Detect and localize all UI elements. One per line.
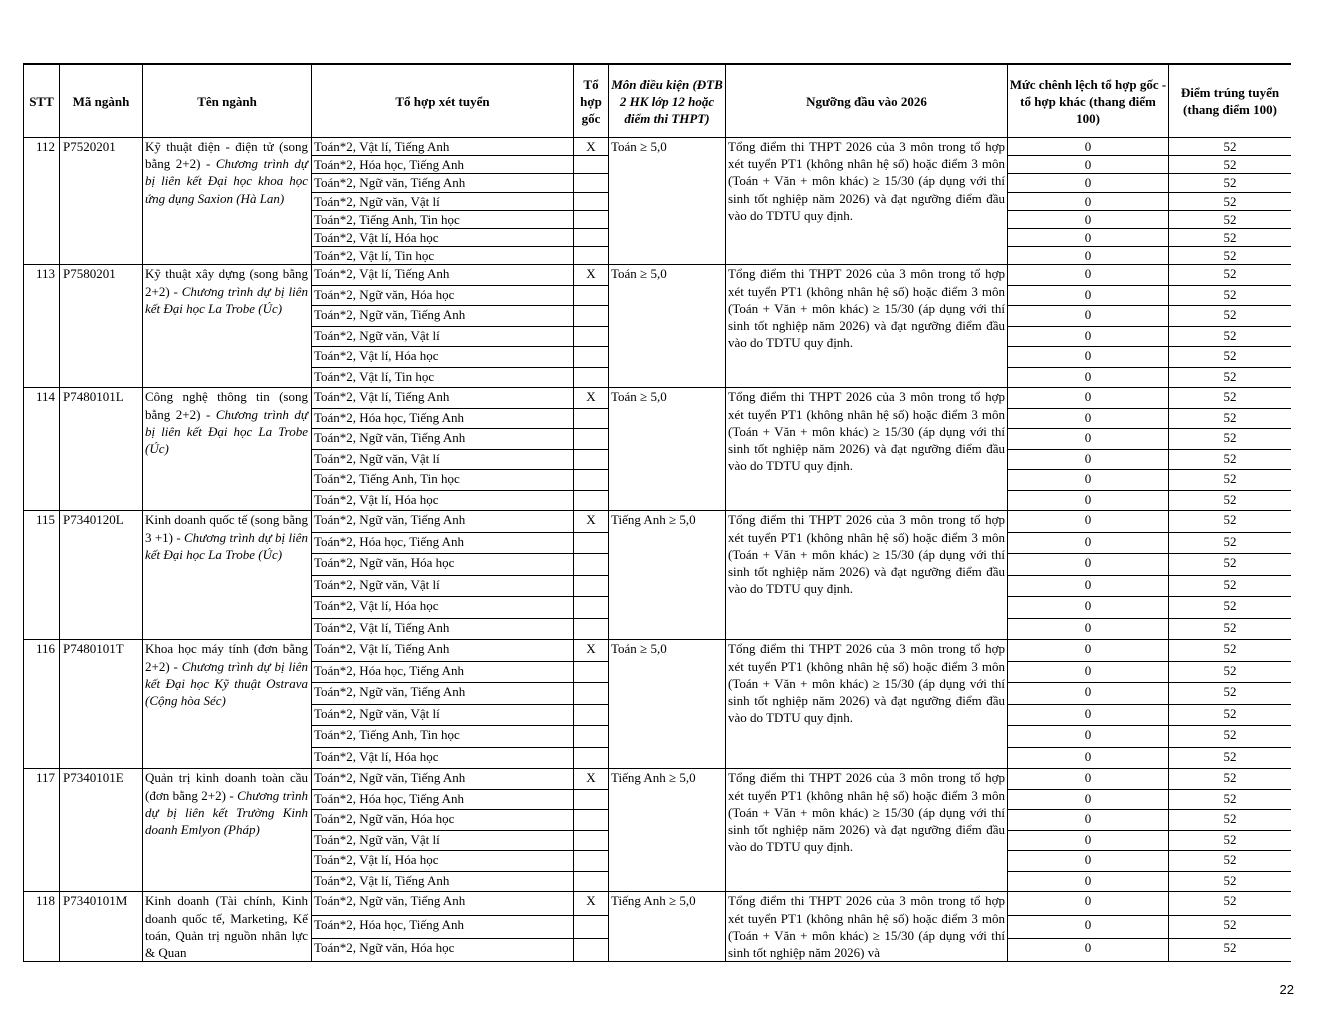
combo-cell: Toán*2, Tiếng Anh, Tin học [312,210,574,228]
diff-cell: 0 [1008,265,1169,286]
score-cell: 52 [1169,554,1292,576]
program-stt: 116 [24,640,60,769]
score-cell: 52 [1169,265,1292,286]
score-cell: 52 [1169,490,1292,511]
diff-cell: 0 [1008,938,1169,961]
program-name-plain: Kỹ thuật điện - điện tử (song bằng 2+2) - [145,139,308,172]
diff-cell: 0 [1008,532,1169,554]
combo-cell: Toán*2, Ngữ văn, Tiếng Anh [312,511,574,533]
table-row [24,388,1292,409]
combo-cell: Toán*2, Ngữ văn, Vật lí [312,575,574,597]
program-name-plain: Khoa học máy tính (đơn bằng 2+2) - [145,641,308,674]
program-stt: 114 [24,388,60,511]
condition-cell: Tiếng Anh ≥ 5,0 [609,892,726,962]
score-cell: 52 [1169,704,1292,726]
condition-cell: Tiếng Anh ≥ 5,0 [609,769,726,892]
combo-cell: Toán*2, Vật lí, Tiếng Anh [312,640,574,662]
condition-cell: Tiếng Anh ≥ 5,0 [609,511,726,640]
combo-cell: Toán*2, Vật lí, Tiếng Anh [312,618,574,640]
diff-cell: 0 [1008,747,1169,769]
combo-cell: Toán*2, Hóa học, Tiếng Anh [312,789,574,810]
diff-cell: 0 [1008,704,1169,726]
orig-empty [574,554,609,576]
score-cell: 52 [1169,470,1292,491]
orig-empty [574,704,609,726]
combo-cell: Toán*2, Vật lí, Hóa học [312,490,574,511]
diff-cell: 0 [1008,388,1169,409]
diff-cell: 0 [1008,554,1169,576]
score-cell: 52 [1169,210,1292,228]
orig-empty [574,174,609,192]
score-cell: 52 [1169,511,1292,533]
diff-cell: 0 [1008,367,1169,388]
combo-cell: Toán*2, Hóa học, Tiếng Anh [312,915,574,938]
score-cell: 52 [1169,532,1292,554]
program-code: P7520201 [60,138,143,265]
program-name [143,388,312,511]
score-cell: 52 [1169,306,1292,327]
combo-cell: Toán*2, Vật lí, Hóa học [312,347,574,368]
combo-cell: Toán*2, Ngữ văn, Vật lí [312,449,574,470]
threshold-cell: Tổng điểm thi THPT 2026 của 3 môn trong tổ hợp xét tuyển PT1 (không nhân hệ số) hoặc điểm 3 môn (Toán + Văn + môn khác) ≥ 15/30 (áp dụng với thí sinh tốt nghiệp năm 2026) và đạt ngưỡng điểm đầu vào do TDTU quy định. [726,769,1008,892]
threshold-cell: Tổng điểm thi THPT 2026 của 3 môn trong tổ hợp xét tuyển PT1 (không nhân hệ số) hoặc điểm 3 môn (Toán + Văn + môn khác) ≥ 15/30 (áp dụng với thí sinh tốt nghiệp năm 2026) và đạt ngưỡng điểm đầu vào do TDTU quy định. [726,511,1008,640]
score-cell: 52 [1169,830,1292,851]
orig-mark: X [574,640,609,662]
header-diem-trung-tuyen: Điểm trúng tuyển (thang điểm 100) [1169,64,1292,138]
score-cell: 52 [1169,229,1292,247]
condition-cell: Toán ≥ 5,0 [609,388,726,511]
combo-cell: Toán*2, Vật lí, Hóa học [312,747,574,769]
score-cell: 52 [1169,851,1292,872]
score-cell: 52 [1169,367,1292,388]
diff-cell: 0 [1008,285,1169,306]
program-name [143,138,312,265]
diff-cell: 0 [1008,871,1169,892]
orig-empty [574,408,609,429]
threshold-cell: Tổng điểm thi THPT 2026 của 3 môn trong tổ hợp xét tuyển PT1 (không nhân hệ số) hoặc điểm 3 môn (Toán + Văn + môn khác) ≥ 15/30 (áp dụng với thí sinh tốt nghiệp năm 2026) và [726,892,1008,962]
orig-empty [574,429,609,450]
score-cell: 52 [1169,618,1292,640]
score-cell: 52 [1169,247,1292,265]
combo-cell: Toán*2, Hóa học, Tiếng Anh [312,156,574,174]
program-name-italic: Chương trình dự bị liên kết Đại học La Trobe (Úc) [145,283,308,316]
orig-mark: X [574,769,609,790]
score-cell: 52 [1169,285,1292,306]
header-mon-dieu-kien [609,64,726,138]
program-name-italic: Chương trình dự bị liên kết Đại học Kỹ thuật Ostrava (Cộng hòa Séc) [145,658,308,709]
orig-empty [574,597,609,619]
program-name [143,511,312,640]
orig-empty [574,306,609,327]
combo-cell: Toán*2, Ngữ văn, Hóa học [312,810,574,831]
program-stt: 115 [24,511,60,640]
diff-cell: 0 [1008,229,1169,247]
table-body [24,138,1292,962]
score-cell: 52 [1169,789,1292,810]
orig-empty [574,747,609,769]
combo-cell: Toán*2, Tiếng Anh, Tin học [312,726,574,748]
combo-cell: Toán*2, Ngữ văn, Tiếng Anh [312,892,574,915]
program-code: P7340101M [60,892,143,962]
diff-cell: 0 [1008,429,1169,450]
orig-empty [574,575,609,597]
combo-cell: Toán*2, Ngữ văn, Tiếng Anh [312,429,574,450]
table-row [24,892,1292,915]
score-cell: 52 [1169,640,1292,662]
score-cell: 52 [1169,915,1292,938]
score-cell: 52 [1169,661,1292,683]
combo-cell: Toán*2, Vật lí, Tin học [312,367,574,388]
orig-empty [574,726,609,748]
diff-cell: 0 [1008,192,1169,210]
program-stt: 118 [24,892,60,962]
diff-cell: 0 [1008,326,1169,347]
combo-cell: Toán*2, Vật lí, Tiếng Anh [312,388,574,409]
score-cell: 52 [1169,192,1292,210]
diff-cell: 0 [1008,511,1169,533]
orig-empty [574,347,609,368]
header-to-hop: Tổ hợp xét tuyển [312,64,574,138]
table-row [24,511,1292,533]
combo-cell: Toán*2, Vật lí, Hóa học [312,597,574,619]
program-name-plain: Kinh doanh (Tài chính, Kinh doanh quốc tế, Marketing, Kế toán, Quản trị nguồn nhân lực & Quan [145,893,308,961]
orig-empty [574,449,609,470]
diff-cell: 0 [1008,306,1169,327]
orig-empty [574,470,609,491]
header-stt: STT [24,64,60,138]
program-name [143,640,312,769]
combo-cell: Toán*2, Vật lí, Tiếng Anh [312,265,574,286]
combo-cell: Toán*2, Ngữ văn, Vật lí [312,830,574,851]
score-cell: 52 [1169,138,1292,156]
diff-cell: 0 [1008,575,1169,597]
orig-mark: X [574,892,609,915]
combo-cell: Toán*2, Vật lí, Hóa học [312,229,574,247]
admission-table-page [23,63,1291,962]
diff-cell: 0 [1008,247,1169,265]
orig-empty [574,326,609,347]
combo-cell: Toán*2, Hóa học, Tiếng Anh [312,408,574,429]
diff-cell: 0 [1008,851,1169,872]
combo-cell: Toán*2, Ngữ văn, Tiếng Anh [312,174,574,192]
diff-cell: 0 [1008,640,1169,662]
diff-cell: 0 [1008,810,1169,831]
diff-cell: 0 [1008,789,1169,810]
threshold-cell: Tổng điểm thi THPT 2026 của 3 môn trong tổ hợp xét tuyển PT1 (không nhân hệ số) hoặc điểm 3 môn (Toán + Văn + môn khác) ≥ 15/30 (áp dụng với thí sinh tốt nghiệp năm 2026) và đạt ngưỡng điểm đầu vào do TDTU quy định. [726,265,1008,388]
score-cell: 52 [1169,449,1292,470]
program-stt: 113 [24,265,60,388]
score-cell: 52 [1169,726,1292,748]
score-cell: 52 [1169,871,1292,892]
score-cell: 52 [1169,429,1292,450]
diff-cell: 0 [1008,449,1169,470]
program-name-italic: Chương trình dự bị liên kết Đại học khoa học ứng dụng Saxion (Hà Lan) [145,156,308,206]
table-row [24,640,1292,662]
combo-cell: Toán*2, Hóa học, Tiếng Anh [312,661,574,683]
program-name-italic: Chương trình dự bị liên kết Đại học La Trobe (Úc) [145,406,308,457]
diff-cell: 0 [1008,210,1169,228]
diff-cell: 0 [1008,174,1169,192]
table-row [24,769,1292,790]
score-cell: 52 [1169,892,1292,915]
orig-empty [574,210,609,228]
score-cell: 52 [1169,156,1292,174]
combo-cell: Toán*2, Ngữ văn, Hóa học [312,554,574,576]
program-stt: 112 [24,138,60,265]
score-cell: 52 [1169,575,1292,597]
condition-cell: Toán ≥ 5,0 [609,265,726,388]
score-cell: 52 [1169,810,1292,831]
header-nguong: Ngưỡng đầu vào 2026 [726,64,1008,138]
score-cell: 52 [1169,388,1292,409]
score-cell: 52 [1169,347,1292,368]
diff-cell: 0 [1008,915,1169,938]
program-name-italic: Chương trình dự bị liên kết Trường Kinh doanh Emlyon (Pháp) [145,787,309,838]
orig-empty [574,871,609,892]
score-cell: 52 [1169,326,1292,347]
program-name [143,892,312,962]
orig-empty [574,938,609,961]
program-code: P7480101T [60,640,143,769]
diff-cell: 0 [1008,618,1169,640]
diff-cell: 0 [1008,156,1169,174]
combo-cell: Toán*2, Ngữ văn, Vật lí [312,192,574,210]
table-header-row [24,64,1292,138]
program-name-plain: Kỹ thuật xây dựng (song bằng 2+2) - [145,266,308,299]
orig-empty [574,229,609,247]
score-cell: 52 [1169,683,1292,705]
orig-empty [574,285,609,306]
orig-empty [574,810,609,831]
combo-cell: Toán*2, Ngữ văn, Tiếng Anh [312,306,574,327]
header-ten-nganh: Tên ngành [143,64,312,138]
orig-empty [574,851,609,872]
diff-cell: 0 [1008,892,1169,915]
threshold-cell: Tổng điểm thi THPT 2026 của 3 môn trong tổ hợp xét tuyển PT1 (không nhân hệ số) hoặc điểm 3 môn (Toán + Văn + môn khác) ≥ 15/30 (áp dụng với thí sinh tốt nghiệp năm 2026) và đạt ngưỡng điểm đầu vào do TDTU quy định. [726,138,1008,265]
program-name [143,769,312,892]
table-row [24,138,1292,156]
orig-mark: X [574,265,609,286]
combo-cell: Toán*2, Vật lí, Tiếng Anh [312,138,574,156]
score-cell: 52 [1169,174,1292,192]
diff-cell: 0 [1008,830,1169,851]
program-name-plain: Kinh doanh quốc tế (song bằng 3 +1) - [145,512,308,545]
diff-cell: 0 [1008,470,1169,491]
header-mon-dieu-kien-text: Môn điều kiện (ĐTB 2 HK lớp 12 hoặc điểm thi THPT) [611,76,723,126]
program-name-plain: Công nghệ thông tin (song bằng 2+2) - [145,389,308,422]
score-cell: 52 [1169,747,1292,769]
combo-cell: Toán*2, Vật lí, Hóa học [312,851,574,872]
combo-cell: Toán*2, Vật lí, Tin học [312,247,574,265]
orig-empty [574,490,609,511]
diff-cell: 0 [1008,138,1169,156]
diff-cell: 0 [1008,490,1169,511]
threshold-cell: Tổng điểm thi THPT 2026 của 3 môn trong tổ hợp xét tuyển PT1 (không nhân hệ số) hoặc điểm 3 môn (Toán + Văn + môn khác) ≥ 15/30 (áp dụng với thí sinh tốt nghiệp năm 2026) và đạt ngưỡng điểm đầu vào do TDTU quy định. [726,388,1008,511]
program-code: P7580201 [60,265,143,388]
header-ma-nganh: Mã ngành [60,64,143,138]
orig-empty [574,156,609,174]
orig-empty [574,367,609,388]
orig-empty [574,915,609,938]
combo-cell: Toán*2, Ngữ văn, Tiếng Anh [312,769,574,790]
combo-cell: Toán*2, Ngữ văn, Vật lí [312,326,574,347]
combo-cell: Toán*2, Ngữ văn, Tiếng Anh [312,683,574,705]
program-stt: 117 [24,769,60,892]
program-name-plain: Quản trị kinh doanh toàn cầu (đơn bằng 2+2) - [145,770,308,803]
program-name-italic: Chương trình dự bị liên kết Đại học La Trobe (Úc) [145,529,308,562]
diff-cell: 0 [1008,661,1169,683]
score-cell: 52 [1169,408,1292,429]
score-cell: 52 [1169,769,1292,790]
condition-cell: Toán ≥ 5,0 [609,138,726,265]
table-row [24,265,1292,286]
orig-mark: X [574,388,609,409]
diff-cell: 0 [1008,769,1169,790]
orig-mark: X [574,511,609,533]
page-number: 22 [1279,982,1294,997]
diff-cell: 0 [1008,347,1169,368]
orig-empty [574,247,609,265]
diff-cell: 0 [1008,408,1169,429]
orig-empty [574,532,609,554]
orig-empty [574,192,609,210]
header-to-hop-goc: Tổ hợp gốc [574,64,609,138]
combo-cell: Toán*2, Ngữ văn, Hóa học [312,285,574,306]
program-name [143,265,312,388]
score-cell: 52 [1169,938,1292,961]
combo-cell: Toán*2, Hóa học, Tiếng Anh [312,532,574,554]
orig-empty [574,683,609,705]
combo-cell: Toán*2, Ngữ văn, Hóa học [312,938,574,961]
header-chenh-lech: Mức chênh lệch tổ hợp gốc - tổ hợp khác (thang điểm 100) [1008,64,1169,138]
diff-cell: 0 [1008,726,1169,748]
condition-cell: Toán ≥ 5,0 [609,640,726,769]
orig-empty [574,789,609,810]
diff-cell: 0 [1008,683,1169,705]
orig-mark: X [574,138,609,156]
score-cell: 52 [1169,597,1292,619]
admission-table [23,63,1291,962]
orig-empty [574,661,609,683]
combo-cell: Toán*2, Tiếng Anh, Tin học [312,470,574,491]
program-code: P7480101L [60,388,143,511]
orig-empty [574,830,609,851]
diff-cell: 0 [1008,597,1169,619]
program-code: P7340101E [60,769,143,892]
threshold-cell: Tổng điểm thi THPT 2026 của 3 môn trong tổ hợp xét tuyển PT1 (không nhân hệ số) hoặc điểm 3 môn (Toán + Văn + môn khác) ≥ 15/30 (áp dụng với thí sinh tốt nghiệp năm 2026) và đạt ngưỡng điểm đầu vào do TDTU quy định. [726,640,1008,769]
orig-empty [574,618,609,640]
combo-cell: Toán*2, Vật lí, Tiếng Anh [312,871,574,892]
combo-cell: Toán*2, Ngữ văn, Vật lí [312,704,574,726]
program-code: P7340120L [60,511,143,640]
